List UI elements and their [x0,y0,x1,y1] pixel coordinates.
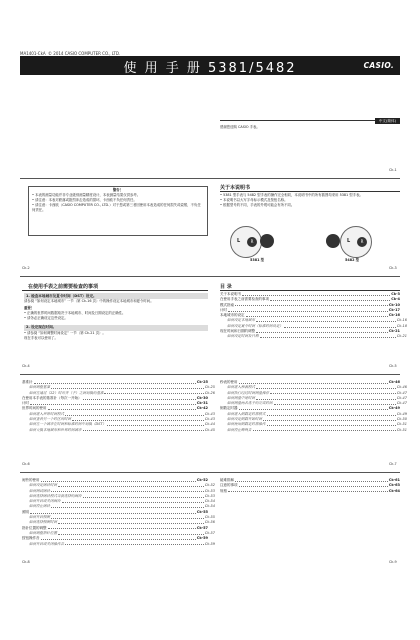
toc-leader [274,401,396,405]
toc-leader [83,494,204,498]
toc-leader [30,510,196,514]
step2-title: 2. 设定现在时间。 [24,325,208,331]
toc-list-right [220,380,407,433]
toc-leader [260,334,396,338]
toc-leader [62,499,204,503]
toc-row-page: Ck-46 [388,380,400,384]
section-divider [20,276,400,277]
toc-leader [256,385,396,389]
toc-leader [253,428,396,432]
watch-label: 5381 型 [250,258,265,262]
toc-row-page: Ck-51 [396,422,407,427]
toc-row-page: Ck-46 [396,385,407,390]
toc-leader [107,422,204,426]
toc-row-label: 指针位置的调整 [22,525,47,530]
toc-row-page: Ck-42 [196,406,208,411]
warning-title: 警告！ [112,188,124,192]
toc-row-page: Ck-25 [204,385,215,390]
toc-row-label: 如何进入倒数定时器模式 [227,411,266,416]
toc-leader [239,380,388,384]
toc-row-label: 如何设定倒数开始时间 [227,417,262,422]
section-divider [20,472,400,473]
toc-row[interactable] [220,489,400,494]
page-number: Ck-3 [389,266,397,270]
toc-row-label: 如何执行经过时间测量操作 [227,390,269,395]
copyright-text: © 2014 CASIO COMPUTER CO., LTD. [48,51,121,56]
toc-row[interactable] [220,428,407,433]
toc-row-page: Ck-47 [396,401,407,406]
toc-row-label: 如何调整基准 [29,385,50,390]
toc-row-label: 如何使用倒数定时器操作 [227,422,266,427]
toc-leader [58,520,204,524]
brand-logo: CASIO. [363,61,394,70]
toc-row-page: Ck-53 [204,493,215,498]
toc-row-page: Ck-49 [388,406,400,411]
toc-leader [235,478,388,482]
page-number: Ck-9 [389,560,397,564]
about-item: • 根据型号的不同，手表的外观可能会有所不同。 [220,202,295,207]
step1-note: • 正确的世界时间数据取决于本地城市、时间及日期设定的正确性。 [24,310,126,315]
toc-row-page: Ck-59 [204,541,215,546]
step1-note: 重要！ [24,305,35,310]
toc-leader [72,417,204,421]
toc-row-page: Ck-3 [391,292,400,296]
step1-note: • 请务必正确设定这些设定。 [24,315,68,320]
warning-item: • 请注意：本表对跌落或剧烈冲击造成的损坏，卡西欧不负任何责任。 [32,197,137,202]
toc-row-page: Ck-18 [396,323,407,328]
toc-leader [267,422,396,426]
toc-list-right [220,478,400,494]
watch-5381-inset [260,234,274,248]
watch-label: 5482 型 [345,258,360,262]
toc-leader [256,329,388,333]
language-tag: 中文(简体) [375,118,400,124]
toc-row-label: 在使用手表之前需要检查的事项 [220,297,269,302]
manual-code: MA1401-CkA [20,51,46,56]
toc-row-page: Ck-63 [388,483,400,488]
toc-row-page: Ck-44 [204,422,215,427]
toc-row-page: Ck-56 [204,520,215,525]
toc-leader [65,412,204,416]
toc-leader [104,391,203,395]
toc-row-label: 如何查看另一个时区的时间 [29,417,71,422]
toc-leader [256,396,396,400]
watch-5381-illustration [230,226,262,258]
toc-row-label: 秒表的使用 [220,380,238,384]
toc-list-left [22,478,215,547]
toc-row-page: Ck-30 [196,395,208,400]
toc-leader [256,318,396,322]
toc-row-label: 如何在一个城市在时间和标准时间中切换（DST） [29,422,107,427]
intro-text: 感谢您选购 CASIO 手表。 [220,125,260,129]
toc-row-page: Ck-45 [204,427,215,432]
toc-row-page: Ck-55 [196,509,208,514]
page-number: Ck-2 [22,266,30,270]
toc-row-label: 按钮操作音 [22,536,40,541]
toc-row-label: 如何设定时间及日期 [227,334,259,339]
toc-row-page: Ck-53 [204,488,215,493]
toc-row-page: Ck-54 [204,499,215,504]
toc-row-page: Ck-57 [196,525,208,530]
toc-row-page: Ck-54 [204,504,215,509]
dial-label: R [247,237,257,247]
toc-row-label: 照明 [22,509,29,514]
toc-leader [83,396,196,400]
toc-row-label: 如何进入秒表模式 [227,385,255,390]
about-rule [220,191,400,192]
toc-row-page: Ck-59 [196,536,208,541]
section-divider [20,178,400,179]
toc-row-label: 闹铃的使用 [22,478,40,482]
toc-row-label: 如何选择闹铃模式当前选择的闹铃 [29,493,82,498]
toc-row-label: 如何测试闹铃 [29,488,50,493]
toc-leader [246,313,388,317]
toc-row-label: 如何开启或关闭操作音 [29,541,64,546]
toc-leader [270,297,390,301]
warning-item: • 请注意：卡西欧（CASIO COMPUTER CO., LTD.）对于您或第三者因使用本表造成的任何损失或索赔，不负任何责任。 [32,202,201,212]
title-banner [20,56,400,75]
toc-row-page: Ck-47 [396,395,407,400]
toc-row-page: Ck-21 [396,334,407,339]
about-text [220,193,400,208]
toc-row-label: 如何开启照明 [29,515,50,520]
toc-row-label: 如何进入世界时间模式 [29,411,64,416]
toc-row-label: 如何停止闹铃 [29,504,50,509]
toc-row-label: 计时 [22,401,29,406]
toc-row-label: 关于本说明书 [220,292,241,296]
toc-row-label: 现在时间和日期的调整 [220,329,255,334]
toc-list-left [22,380,215,433]
toc-row-label: 本地城市的设定 [220,313,245,318]
toc-row-page: Ck-43 [204,417,215,422]
check-rule [22,290,208,291]
warning-box [28,186,208,236]
toc-leader [235,303,388,307]
toc-leader [48,406,196,410]
page-number: Ck-6 [22,462,30,466]
toc-leader [239,406,388,410]
toc-leader [41,478,196,482]
toc-row-label: 如何设定夏令时间（标准时间设定） [227,323,283,328]
toc-row-page: Ck-55 [204,515,215,520]
toc-row-page: Ck-50 [396,417,407,422]
toc-leader [51,385,204,389]
toc-leader [58,531,204,535]
toc-leader [34,380,196,384]
toc-leader [48,526,196,530]
toc-row-label: 世界时间的使用 [22,406,47,411]
toc-row-label: 如何选择照明时间 [29,520,57,525]
toc-leader [239,483,388,487]
dial-label: L [347,238,351,244]
watch-5482-illustration [340,226,372,258]
toc-row-label: 如何开启或关闭闹铃 [29,499,61,504]
toc-row-label: 注意的事项 [220,483,238,488]
toc-row-page: Ck-57 [204,530,215,535]
dial-label: R [357,237,367,247]
step1-title: 1. 检查本地城市及夏令时间（DST）设定。 [24,293,208,299]
toc-row-label: 模式指南 [220,302,234,307]
toc-leader [263,417,396,421]
toc-row-label: 如何设定闹铃时间 [29,483,57,488]
about-item: • 本说明书以大写字母标示模式及按钮名称。 [220,197,288,202]
toc-row-page: Ck-17 [388,307,400,312]
toc-row-page: Ck-49 [396,411,407,416]
page1-rule [220,120,400,121]
check-content [24,293,208,341]
toc-leader [51,504,204,508]
toc-list [220,292,407,340]
toc-row-label: 计时 [220,307,227,312]
toc-row-label: 如何测量中途时间 [227,395,255,400]
toc-rule [220,290,400,291]
toc-row-label: 规格 [220,488,227,493]
toc-leader [58,483,204,487]
toc-row-page: Ck-47 [396,390,407,395]
page-number: Ck-8 [22,560,30,564]
ready-text: 现在手表可以使用了。 [24,335,58,340]
page-number: Ck-7 [389,462,397,466]
toc-row-page: Ck-16 [388,313,400,318]
toc-leader [270,391,396,395]
step1-text: 请参阅 “如何设定本地城市” 一节（第 Ck-16 页）中的操作设定本地城市和夏令时间。 [24,299,154,303]
toc-leader [284,324,396,328]
warning-item: • 本表的测量功能并非专业级别测量精度设计，本表测量结果仅供参考。 [32,192,141,197]
toc-row-label: 如何设定本地城市 [227,318,255,323]
toc-leader [30,401,196,405]
watch-5482-inset [326,234,340,248]
toc-row-page: Ck-31 [196,401,208,406]
toc-row[interactable] [22,428,215,433]
toc-row-page: Ck-52 [196,478,208,482]
toc-leader [65,542,204,546]
about-item: • 5381 型手表与 5482 型手表的操作完全相同，本说明书中的所有插图均采用 5381 型手表。 [220,193,363,197]
toc-leader [83,428,204,432]
toc-row-page: Ck-61 [388,478,400,482]
toc-row-page: Ck-64 [388,488,400,493]
toc-leader [51,489,204,493]
toc-row-label: 基准针 [22,380,33,384]
check-title: 在使用手表之前需要检查的事项 [28,284,99,290]
toc-row-page: Ck-10 [388,302,400,307]
toc-leader [267,412,396,416]
toc-leader [41,536,196,540]
toc-row-page: Ck-4 [391,297,400,302]
toc-row-label: 如何测量两名选手的完成时间 [227,401,273,406]
toc-row-label: 如何停止蜂鸣音 [227,427,252,432]
toc-row-page: Ck-52 [204,483,215,488]
toc-row-label: 疑难排解 [220,478,234,482]
step2-text: • 请参阅 “如何调整时间设定” 一节（第 Ck-21 页）。 [24,330,106,335]
toc-row-label: 如何在通过（12）时对齐（手）之间切换的基准 [29,390,104,395]
toc-row-page: Ck-21 [388,329,400,334]
toc-row-label: 倒数定时器 [220,406,238,411]
page-number: Ck-5 [389,364,397,368]
toc-row-page: Ck-25 [196,380,208,384]
toc-leader [51,515,204,519]
page-number: Ck-4 [22,364,30,368]
section-divider [20,374,400,375]
toc-row-label: 在使用本手表的基准针（每次一开始） [22,395,82,400]
about-title: 关于本说明书 [220,185,251,191]
toc-leader [242,292,390,296]
dial-label: L [237,238,241,244]
toc-row-label: 如何交换本地城市和世界时间城市 [29,427,82,432]
toc-row-label: 如何调整指针位置 [29,530,57,535]
manual-title: 使 用 手 册 5381/5482 [123,61,297,76]
toc-row[interactable] [220,334,407,339]
toc-row-page: Ck-51 [396,427,407,432]
toc-title: 目 录 [220,284,232,290]
toc-row-page: Ck-16 [396,318,407,323]
toc-row-page: Ck-26 [204,390,215,395]
toc-leader [228,308,388,312]
toc-row-page: Ck-43 [204,411,215,416]
page-number: Ck-1 [389,168,397,172]
toc-leader [228,489,388,493]
toc-row[interactable] [22,542,215,547]
